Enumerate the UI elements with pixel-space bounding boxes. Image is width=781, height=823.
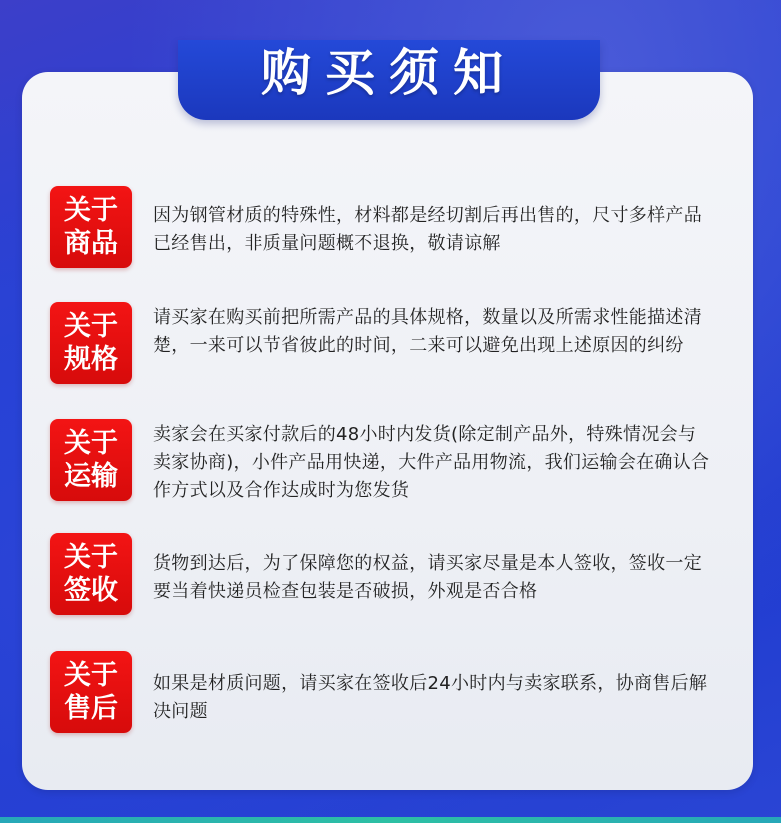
badge-goods bbox=[50, 186, 132, 268]
page-title: 购买须知 bbox=[261, 44, 517, 102]
badge-line1: 关于 bbox=[64, 660, 118, 691]
notice-text-goods: 因为钢管材质的特殊性，材料都是经切割后再出售的，尺寸多样产品已经售出，非质量问题概不退换，敬请谅解 bbox=[153, 205, 702, 254]
badge-line2: 售后 bbox=[64, 693, 118, 724]
badge-line1: 关于 bbox=[64, 542, 118, 573]
badge-line2: 运输 bbox=[64, 461, 118, 492]
badge-line1: 关于 bbox=[64, 428, 118, 459]
badge-line2: 签收 bbox=[64, 575, 118, 606]
badge-aftersale bbox=[50, 651, 132, 733]
badge-line2: 规格 bbox=[64, 344, 118, 375]
badge-shipping bbox=[50, 419, 132, 501]
notice-text-aftersale: 如果是材质问题，请买家在签收后24小时内与卖家联系，协商售后解决问题 bbox=[153, 673, 708, 722]
notice-text-receipt: 货物到达后，为了保障您的权益，请买家尽量是本人签收，签收一定要当着快递员检查包装是否破损，外观是否合格 bbox=[153, 553, 702, 602]
badge-line1: 关于 bbox=[64, 311, 118, 342]
notice-text-shipping: 卖家会在买家付款后的48小时内发货(除定制产品外，特殊情况会与卖家协商)，小件产品用快递，大件产品用物流，我们运输会在确认合作方式以及合作达成时为您发货 bbox=[153, 424, 710, 501]
notice-text-spec: 请买家在购买前把所需产品的具体规格，数量以及所需求性能描述清楚，一来可以节省彼此的时间，二来可以避免出现上述原因的纠纷 bbox=[153, 307, 702, 356]
bottom-strip bbox=[0, 817, 781, 823]
badge-receipt bbox=[50, 533, 132, 615]
badge-line1: 关于 bbox=[64, 195, 118, 226]
title-banner bbox=[178, 40, 600, 120]
badge-spec bbox=[50, 302, 132, 384]
badge-line2: 商品 bbox=[64, 228, 118, 259]
